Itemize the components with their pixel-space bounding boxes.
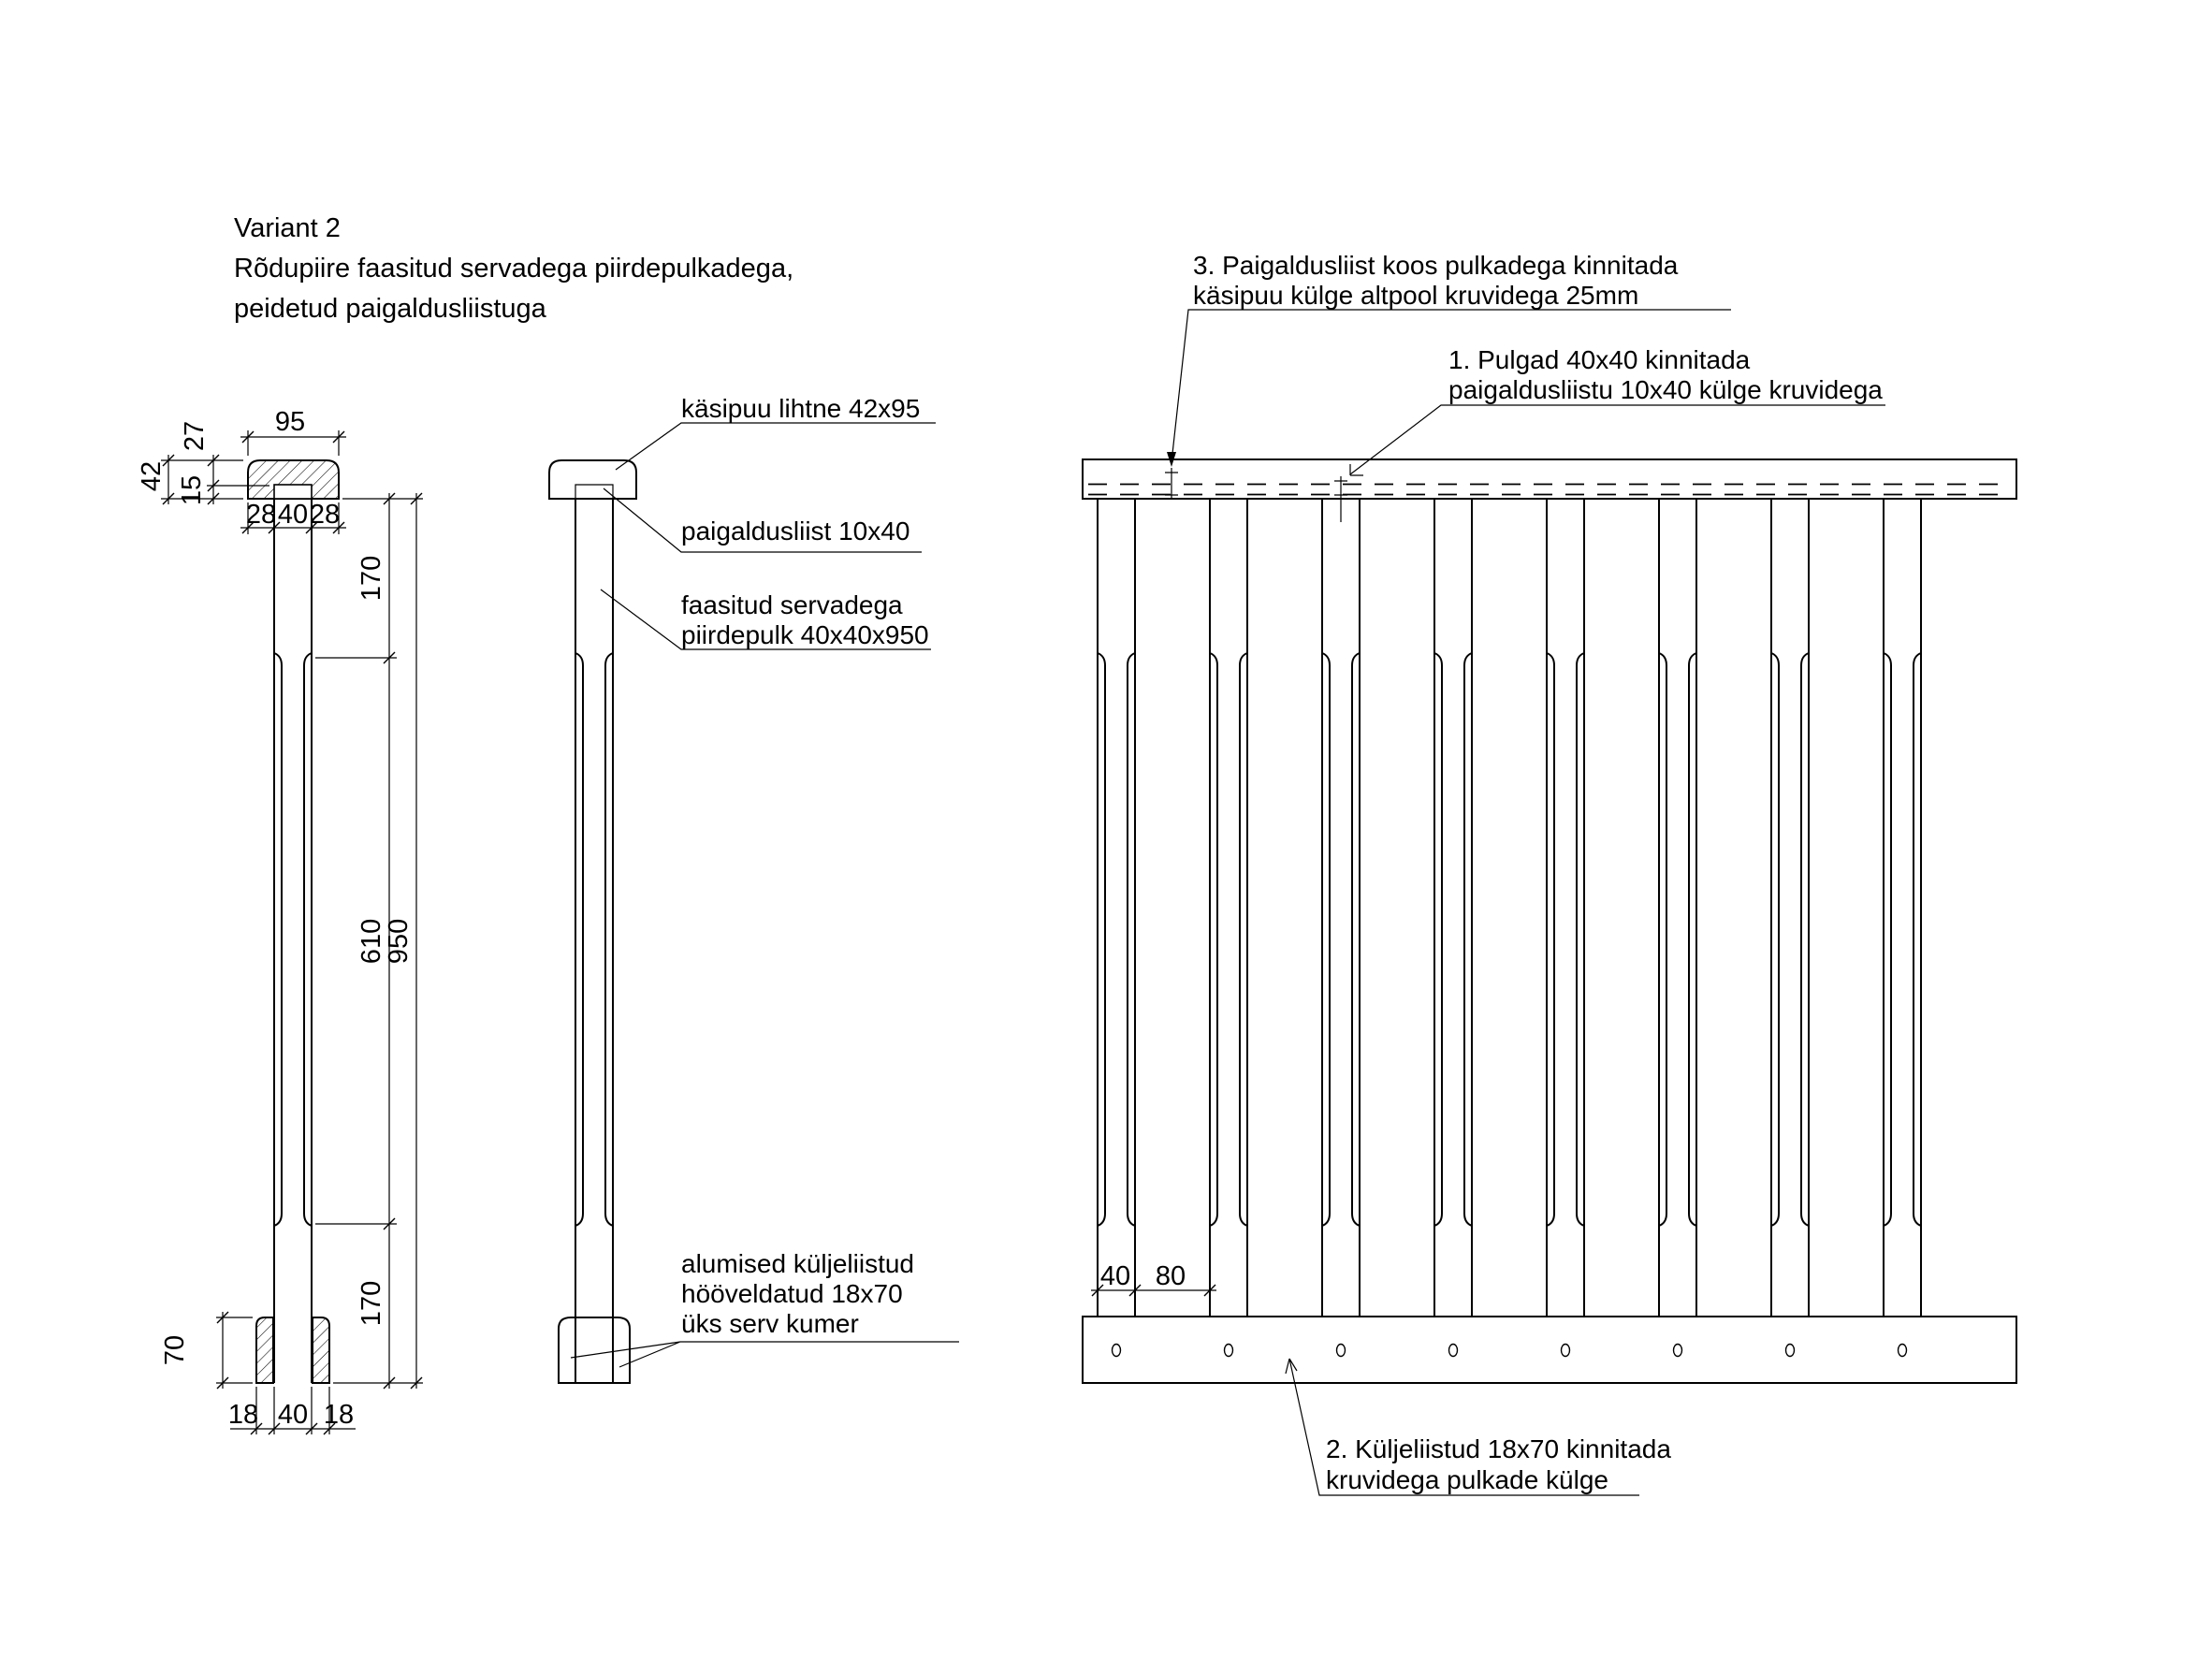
note-3-line-1: 3. Paigaldusliist koos pulkadega kinnitada: [1193, 251, 1679, 280]
dim-70: 70: [160, 1334, 190, 1366]
dim-gap-80: 80: [1155, 1261, 1186, 1291]
dim-610: 610: [357, 918, 386, 965]
label-baluster-1: faasitud servadega: [681, 590, 903, 619]
dim-28-right: 28: [309, 500, 341, 530]
dim-40-top: 40: [277, 500, 309, 530]
note-1-line-1: 1. Pulgad 40x40 kinnitada: [1448, 345, 1751, 374]
label-bottom-strip-1: alumised küljeliistud: [681, 1249, 915, 1278]
note-3-line-2: käsipuu külge altpool kruvidega 25mm: [1193, 281, 1639, 310]
title-line-2: Rõdupiire faasitud servadega piirdepulkadega,: [234, 254, 794, 284]
dim-baluster-40: 40: [1099, 1261, 1131, 1291]
label-mounting-strip: paigaldusliist 10x40: [681, 517, 910, 546]
title-line-3: peidetud paigaldusliistuga: [234, 294, 546, 324]
label-bottom-strip-3: üks serv kumer: [681, 1309, 859, 1338]
dim-170-top: 170: [357, 555, 386, 602]
bottom-strip-elevation: [1083, 1317, 2016, 1383]
note-2-line-2: kruvidega pulkade külge: [1326, 1465, 1608, 1494]
dim-15: 15: [177, 474, 207, 506]
dim-28-left: 28: [245, 500, 277, 530]
bottom-strip-left-section: [256, 1317, 273, 1383]
dim-95: 95: [274, 407, 306, 437]
label-bottom-strip-2: hööveldatud 18x70: [681, 1279, 903, 1308]
dim-42: 42: [137, 460, 167, 492]
dim-18-left: 18: [227, 1400, 259, 1430]
dim-170-bottom: 170: [357, 1280, 386, 1327]
dim-950: 950: [384, 918, 414, 965]
label-baluster-2: piirdepulk 40x40x950: [681, 620, 929, 649]
title-line-1: Variant 2: [234, 213, 341, 243]
dim-40-bottom: 40: [277, 1400, 309, 1430]
dim-18-right: 18: [323, 1400, 355, 1430]
label-handrail: käsipuu lihtne 42x95: [681, 394, 921, 423]
handrail-elevation: [1083, 459, 2016, 499]
dim-27: 27: [180, 420, 210, 452]
bottom-strip-right-section: [313, 1317, 329, 1383]
note-1-line-2: paigaldusliistu 10x40 külge kruvidega: [1448, 375, 1883, 404]
mounting-strip-notch: [274, 485, 312, 499]
note-2-line-1: 2. Küljeliistud 18x70 kinnitada: [1326, 1434, 1671, 1463]
